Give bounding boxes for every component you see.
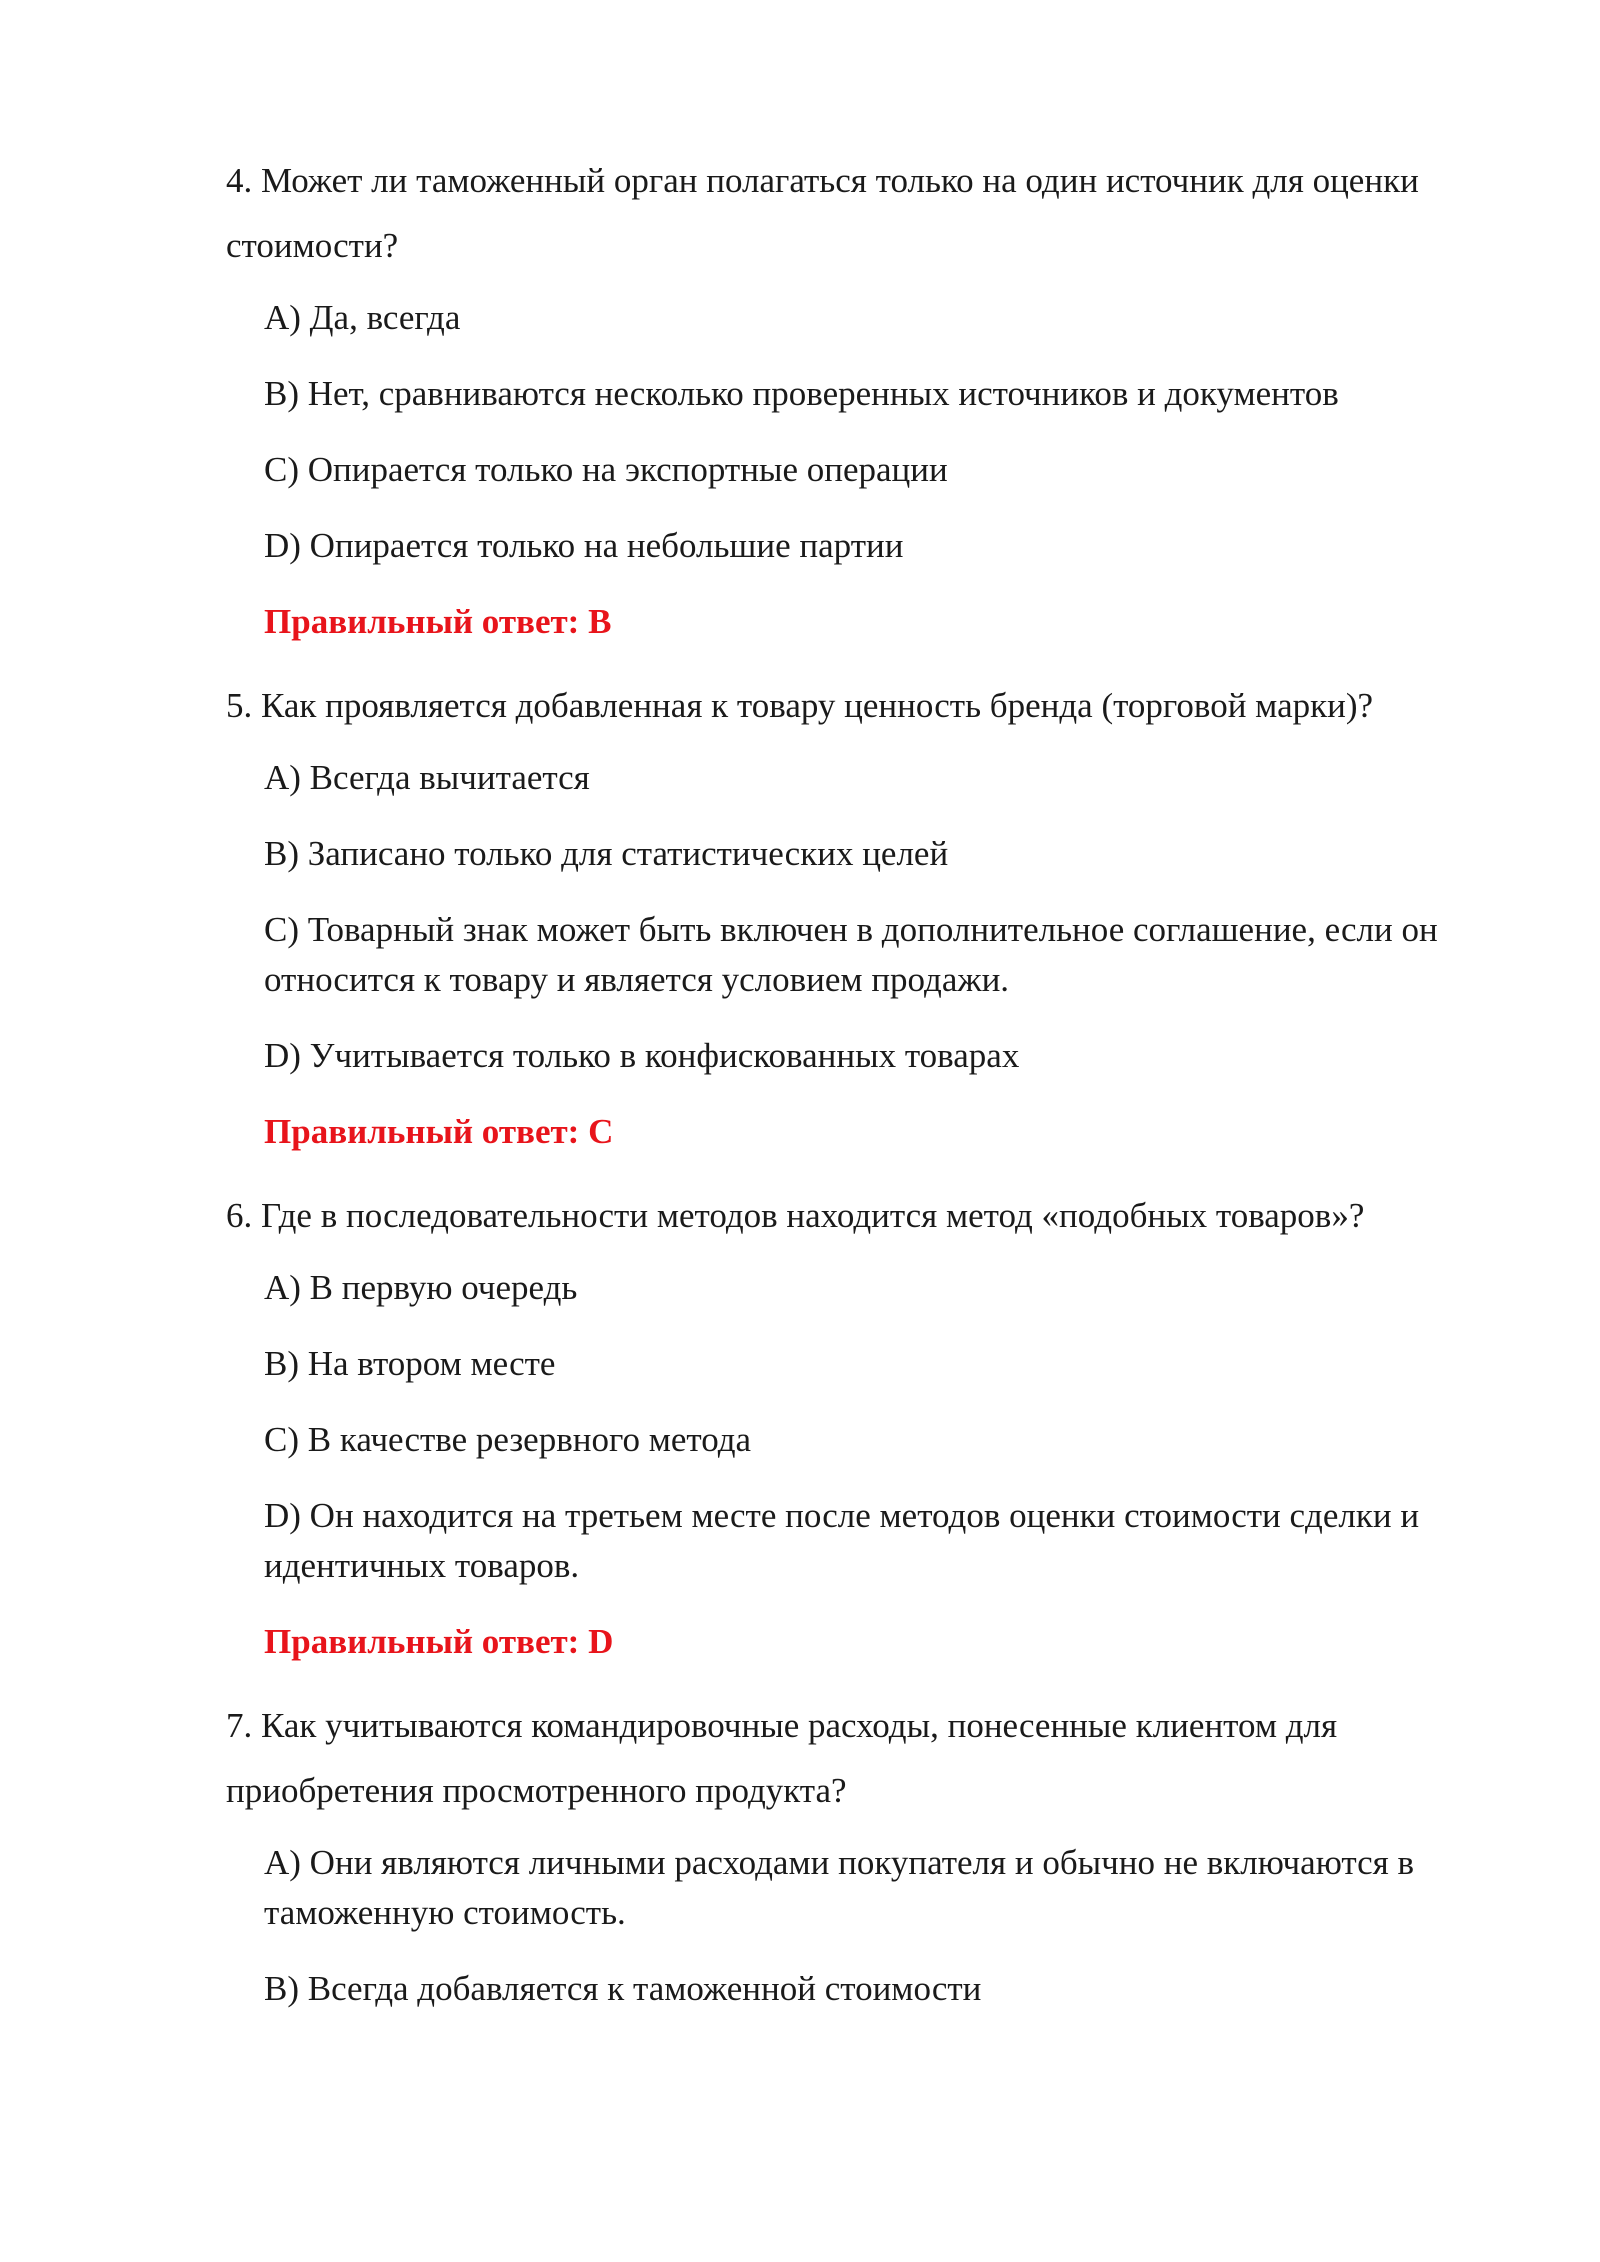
option-b: B) Всегда добавляется к таможенной стоимости xyxy=(264,1969,982,2008)
option-a: A) В первую очередь xyxy=(264,1268,578,1307)
option-a: A) Всегда вычитается xyxy=(264,758,590,797)
option-c: C) Товарный знак может быть включен в дополнительное соглашение, если он относится к товару и является условием продажи. xyxy=(264,910,1438,999)
question-6 xyxy=(226,1183,1480,1667)
question-text: 7. Как учитываются командировочные расходы, понесенные клиентом для приобретения просмотренного продукта? xyxy=(226,1706,1338,1810)
correct-answer: Правильный ответ: B xyxy=(264,602,612,641)
question-text: 6. Где в последовательности методов находится метод «подобных товаров»? xyxy=(226,1196,1365,1235)
question-7 xyxy=(226,1693,1480,2014)
option-b: B) Нет, сравниваются несколько проверенных источников и документов xyxy=(264,374,1339,413)
question-text: 5. Как проявляется добавленная к товару ценность бренда (торговой марки)? xyxy=(226,686,1374,725)
option-d: D) Он находится на третьем месте после методов оценки стоимости сделки и идентичных товаров. xyxy=(264,1496,1420,1585)
option-c: C) В качестве резервного метода xyxy=(264,1420,752,1459)
option-a: A) Они являются личными расходами покупателя и обычно не включаются в таможенную стоимость. xyxy=(264,1843,1415,1932)
correct-answer: Правильный ответ: D xyxy=(264,1622,614,1661)
question-5 xyxy=(226,673,1480,1157)
option-b: B) Записано только для статистических целей xyxy=(264,834,949,873)
option-b: B) На втором месте xyxy=(264,1344,556,1383)
option-d: D) Учитывается только в конфискованных товарах xyxy=(264,1036,1020,1075)
question-4 xyxy=(226,148,1480,647)
option-d: D) Опирается только на небольшие партии xyxy=(264,526,904,565)
question-text: 4. Может ли таможенный орган полагаться только на один источник для оценки стоимости? xyxy=(226,161,1419,265)
option-a: A) Да, всегда xyxy=(264,298,461,337)
correct-answer: Правильный ответ: C xyxy=(264,1112,614,1151)
option-c: C) Опирается только на экспортные операции xyxy=(264,450,948,489)
